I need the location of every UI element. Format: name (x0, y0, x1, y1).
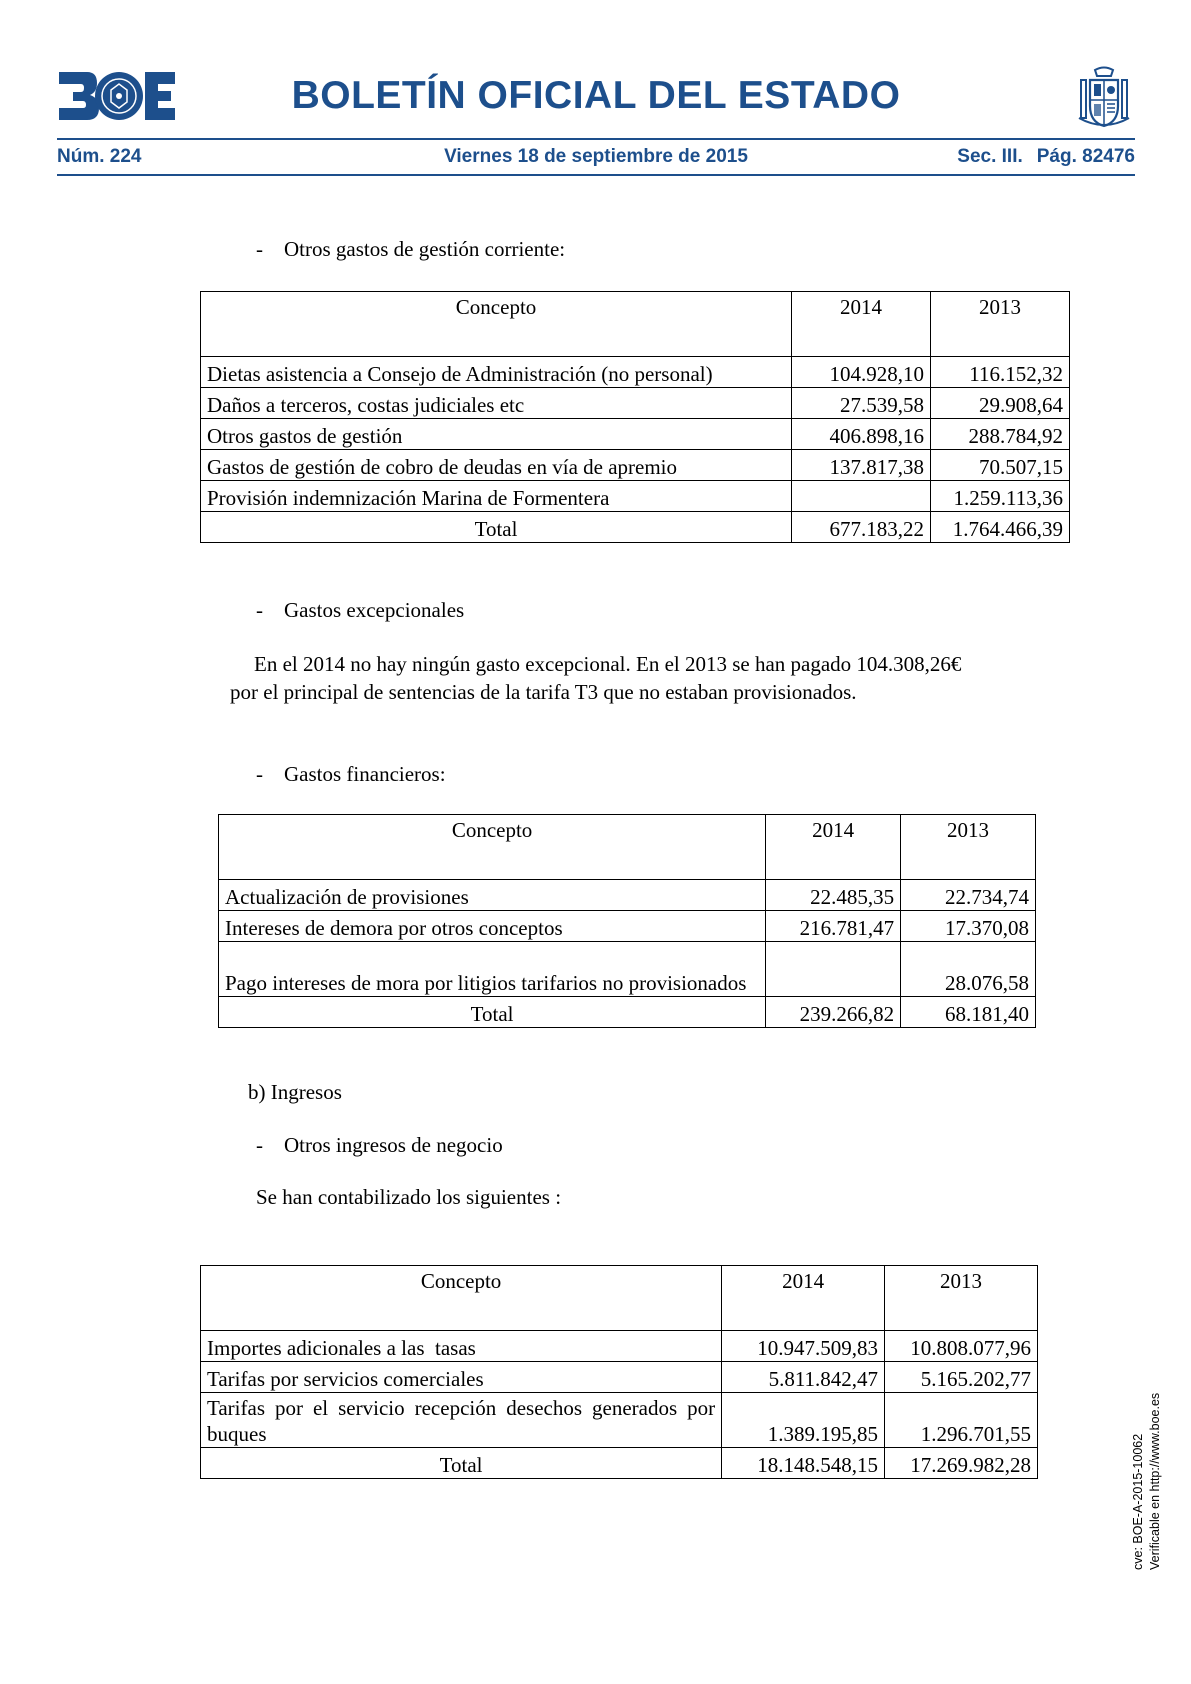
cell-2013: 1.259.113,36 (931, 481, 1070, 512)
cell-concept: Provisión indemnización Marina de Formentera (201, 481, 792, 512)
cell-concept: Actualización de provisiones (219, 880, 766, 911)
total-2013: 1.764.466,39 (931, 512, 1070, 543)
total-2014: 239.266,82 (766, 997, 901, 1028)
table-row (219, 911, 1036, 942)
cell-2014: 10.947.509,83 (722, 1331, 885, 1362)
section-label: Sec. III. (957, 146, 1023, 167)
cell-2014: 22.485,35 (766, 880, 901, 911)
column-header: Concepto (219, 815, 766, 880)
excepcionales-heading: - Gastos excepcionales (256, 598, 465, 622)
otros-gastos-table (200, 291, 1070, 543)
cell-2014 (792, 481, 931, 512)
total-2014: 677.183,22 (792, 512, 931, 543)
verification-text (1130, 1393, 1164, 1570)
table-header-row (201, 1266, 1038, 1331)
cell-2013: 288.784,92 (931, 419, 1070, 450)
column-header: 2014 (722, 1266, 885, 1331)
cve-code: cve: BOE-A-2015-10062 (1131, 1433, 1145, 1570)
total-label: Total (201, 1448, 722, 1479)
table-total-row (201, 512, 1070, 543)
page-header (57, 66, 1135, 178)
table-row (201, 419, 1070, 450)
cell-concept: Pago intereses de mora por litigios tarifarios no provisionados (219, 942, 766, 997)
column-header: 2013 (901, 815, 1036, 880)
table-row (201, 1393, 1038, 1448)
cell-2013: 1.296.701,55 (885, 1393, 1038, 1448)
table-row (219, 880, 1036, 911)
cell-2014 (766, 942, 901, 997)
table-total-row (219, 997, 1036, 1028)
page-title: BOLETÍN OFICIAL DEL ESTADO (291, 74, 901, 117)
otros-ingresos-table (200, 1265, 1038, 1479)
gastos-financieros-table (218, 814, 1036, 1028)
total-2013: 68.181,40 (901, 997, 1036, 1028)
verification-sidebar (1130, 1360, 1170, 1570)
header-rule-bottom (57, 174, 1135, 176)
cell-2013: 17.370,08 (901, 911, 1036, 942)
ingresos-heading: b) Ingresos (248, 1080, 342, 1104)
cell-2014: 104.928,10 (792, 357, 931, 388)
financieros-heading: - Gastos financieros: (256, 762, 446, 786)
cell-2013: 28.076,58 (901, 942, 1036, 997)
cell-2014: 1.389.195,85 (722, 1393, 885, 1448)
cell-2013: 22.734,74 (901, 880, 1036, 911)
table-header-row (219, 815, 1036, 880)
cell-2013: 116.152,32 (931, 357, 1070, 388)
excepcionales-paragraph-line1: En el 2014 no hay ningún gasto excepcional. En el 2013 se han pagado 104.308,26€ (254, 652, 962, 676)
cell-2014: 406.898,16 (792, 419, 931, 450)
section-page (957, 146, 1135, 168)
cell-2013: 70.507,15 (931, 450, 1070, 481)
cell-concept: Gastos de gestión de cobro de deudas en vía de apremio (201, 450, 792, 481)
otros-gastos-heading: - Otros gastos de gestión corriente: (256, 237, 566, 261)
cell-2013: 29.908,64 (931, 388, 1070, 419)
cell-2014: 5.811.842,47 (722, 1362, 885, 1393)
cell-2013: 10.808.077,96 (885, 1331, 1038, 1362)
table-total-row (201, 1448, 1038, 1479)
table-header-row (201, 292, 1070, 357)
cell-concept: Tarifas por servicios comerciales (201, 1362, 722, 1393)
cell-concept: Importes adicionales a las tasas (201, 1331, 722, 1362)
cell-concept: Tarifas por el servicio recepción desechos generados por buques (201, 1393, 722, 1448)
total-2014: 18.148.548,15 (722, 1448, 885, 1479)
cell-concept: Intereses de demora por otros conceptos (219, 911, 766, 942)
cell-concept: Otros gastos de gestión (201, 419, 792, 450)
otros-ingresos-heading: - Otros ingresos de negocio (256, 1133, 503, 1157)
header-rule-top (57, 138, 1135, 140)
cell-concept: Daños a terceros, costas judiciales etc (201, 388, 792, 419)
table-row (201, 1362, 1038, 1393)
excepcionales-paragraph-line2: por el principal de sentencias de la tarifa T3 que no estaban provisionados. (230, 680, 857, 704)
column-header: 2013 (885, 1266, 1038, 1331)
cell-2013: 5.165.202,77 (885, 1362, 1038, 1393)
total-2013: 17.269.982,28 (885, 1448, 1038, 1479)
column-header: 2013 (931, 292, 1070, 357)
page-number: Pág. 82476 (1036, 146, 1135, 167)
issue-date: Viernes 18 de septiembre de 2015 (444, 146, 748, 167)
coat-of-arms-icon (1073, 66, 1135, 132)
cell-2014: 137.817,38 (792, 450, 931, 481)
column-header: 2014 (792, 292, 931, 357)
issue-number: Núm. 224 (57, 146, 142, 167)
column-header: Concepto (201, 292, 792, 357)
table-row (219, 942, 1036, 997)
table-row (201, 481, 1070, 512)
contabilizado-paragraph: Se han contabilizado los siguientes : (256, 1185, 562, 1209)
table-row (201, 388, 1070, 419)
table-row (201, 1331, 1038, 1362)
column-header: 2014 (766, 815, 901, 880)
verification-url[interactable]: Verificable en http://www.boe.es (1148, 1392, 1162, 1570)
column-header: Concepto (201, 1266, 722, 1331)
cell-concept: Dietas asistencia a Consejo de Administración (no personal) (201, 357, 792, 388)
cell-2014: 216.781,47 (766, 911, 901, 942)
total-label: Total (219, 997, 766, 1028)
table-row (201, 450, 1070, 481)
cell-2014: 27.539,58 (792, 388, 931, 419)
total-label: Total (201, 512, 792, 543)
table-row (201, 357, 1070, 388)
